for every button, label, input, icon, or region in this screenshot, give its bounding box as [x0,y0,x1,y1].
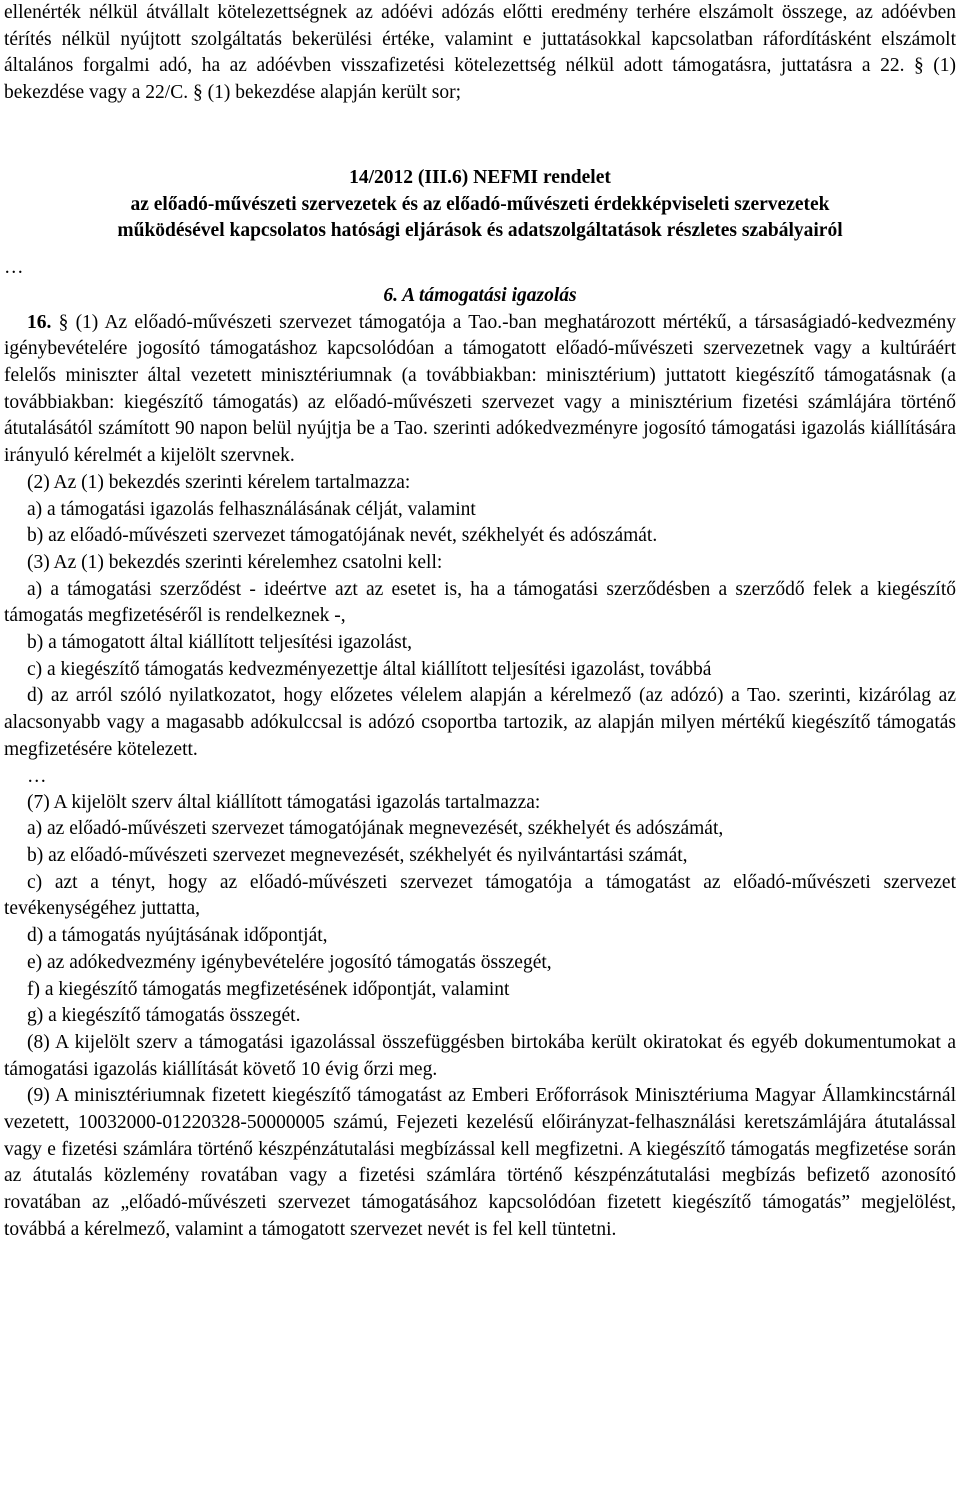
list-item-7d: d) a támogatás nyújtásának időpontját, [27,925,328,947]
list-item-3a: a) a támogatási szerződést - ideértve azt az esetet is, ha a támogatási szerződésben a szerződő felek a kiegészítő támogatás megfizetéséről is rendelkeznek -, [4,578,956,627]
list-item-7e: e) az adókedvezmény igénybevételére jogosító támogatás összegét, [27,951,552,973]
list-item-3c: c) a kiegészítő támogatás kedvezményezettje által kiállított teljesítési igazolást, továbbá [27,658,712,680]
list-item-7f: f) a kiegészítő támogatás megfizetésének időpontját, valamint [27,978,510,1000]
ellipsis-omission: … [4,256,24,278]
paragraph-3-intro: (3) Az (1) bekezdés szerinti kérelemhez csatolni kell: [27,551,443,573]
section-heading: 6. A támogatási igazolás [383,284,577,306]
paragraph-8: (8) A kijelölt szerv a támogatási igazolással összefüggésben birtokába került okiratokat és egyéb dokumentumokat a támogatási igazolás kiállítását követő 10 évig őrzi meg. [4,1031,956,1080]
list-item-7c: c) azt a tényt, hogy az előadó-művészeti szervezet támogatója a támogatást az előadó-művészeti szervezet tevékenységéhez juttatta, [4,871,956,920]
decree-title-line-2: működésével kapcsolatos hatósági eljárások és adatszolgáltatások részletes szabályairól [117,220,843,242]
paragraph-7-intro: (7) A kijelölt szerv által kiállított támogatási igazolás tartalmazza: [27,791,541,813]
list-item-7a: a) az előadó-művészeti szervezet támogatójának megnevezését, székhelyét és adószámát, [27,818,724,840]
section-16-paragraph-1 [4,310,956,470]
list-item-2a: a) a támogatási igazolás felhasználásának célját, valamint [27,498,476,520]
decree-title [4,165,956,245]
paragraph-2-intro: (2) Az (1) bekezdés szerinti kérelem tartalmazza: [27,471,411,493]
paragraph-number: 16. [27,311,52,333]
decree-title-line-1: az előadó-művészeti szervezetek és az előadó-művészeti érdekképviseleti szervezetek [130,193,830,215]
intro-paragraph: ellenérték nélkül átvállalt kötelezettségnek az adóévi adózás előtti eredmény terhére elszámolt összege, az adóévben térítés nélkül nyújtott szolgáltatás bekerülési értéke, valamint e juttatásokkal kapcsolatban ráfordításként elszámolt általános forgalmi adó, ha az adóévben visszafizetési kötelezettség nélkül adott támogatásra, juttatásra a 22. § (1) bekezdése vagy a 22/C. § (1) bekezdése alapján került sor; [4,2,956,104]
list-item-3b: b) a támogatott által kiállított teljesítési igazolást, [27,632,413,654]
list-item-3d: d) az arról szóló nyilatkozatot, hogy előzetes vélelem alapján a kérelmező (az adózó) a Tao. szerinti, kizárólag az alacsonyabb vagy a magasabb adókulccsal is adózó csoportba tartozik, az alapján milyen mértékű kiegészítő támogatás megfizetésére kötelezett. [4,685,956,760]
decree-number: 14/2012 (III.6) NEFMI rendelet [349,166,611,188]
paragraph-body: § (1) Az előadó-művészeti szervezet támogatója a Tao.-ban meghatározott mértékű, a társaságiadó-kedvezmény igénybevételére jogosító támogatáshoz kapcsolódóan a támogatott előadó-művészeti szervezetnek vagy a kultúráért felelős miniszter által vezetett minisztériumnak (a továbbiakban: minisztérium) juttatott kiegészítő támogatásnak (a továbbiakban: kiegészítő támogatás) az előadó-művészeti szervezet vagy a minisztérium fizetési számlájára történő átutalásától számított 90 napon belül nyújtja be a Tao. szerinti adókedvezményre jogosító támogatási igazolás kiállítására irányuló kérelmét a kijelölt szervnek. [4,311,956,467]
list-item-2b: b) az előadó-művészeti szervezet támogatójának nevét, székhelyét és adószámát. [27,525,658,547]
paragraph-9: (9) A minisztériumnak fizetett kiegészítő támogatást az Emberi Erőforrások Minisztériuma Magyar Államkincstárnál vezetett, 10032000-01220328-50000005 számú, Fejezeti kezelésű előirányzat-felhasználási keretszámlájára átutalással vagy e fizetési számlára történő készpénzátutalási megbízással kell megfizetni. A kiegészítő támogatás megfizetése során az átutalás közlemény rovatában vagy a fizetési számlára történő készpénzátutalási megbízás befizető azonosító rovatában az „előadó-művészeti szervezet támogatásához kapcsolódóan fizetett kiegészítő támogatás” megjelölést, továbbá a kérelmező, valamint a támogatott szervezet nevét is fel kell tüntetni. [4,1085,956,1240]
list-item-7g: g) a kiegészítő támogatás összegét. [27,1005,301,1027]
list-item-7b: b) az előadó-művészeti szervezet megnevezését, székhelyét és nyilvántartási számát, [27,844,688,866]
ellipsis-omission-2: … [27,765,47,787]
